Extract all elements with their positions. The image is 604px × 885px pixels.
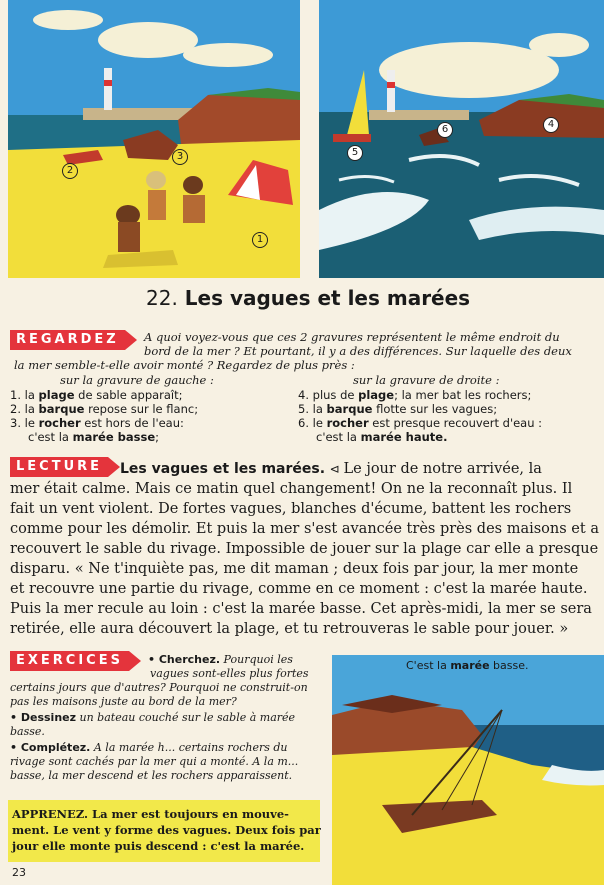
lecture-line: retirée, elle aura découvert la plage, et tu retrouveras le sable pour jouer. » [10,621,569,637]
page-number: 23 [12,866,26,879]
lecture-arrow: ⊲ [329,462,344,476]
page-title [146,286,470,310]
lecture-line: Puis la mer recule au loin : c'est la marée basse. Cet après-midi, la mer se sera [10,601,592,617]
list-item: 4. plus de plage; la mer bat les rochers; [298,388,532,402]
illustration-low-tide [8,0,300,278]
right-list [298,388,542,444]
list-item: 5. la barque flotte sur les vagues; [298,402,498,416]
list-item: 3. le rocher est hors de l'eau: [10,416,184,430]
regardez-intro-1: A quoi voyez-vous que ces 2 gravures représentent le même endroit du [144,330,560,344]
list-item: 1. la plage de sable apparaît; [10,388,183,402]
marker-5: 5 [347,145,363,161]
lecture-line: mer était calme. Mais ce matin quel changement! On ne la reconnaît plus. Il [10,481,573,497]
regardez-tag: REGARDEZ [10,330,125,350]
high-tide-drawing [319,0,604,278]
lesson-title: Les vagues et les marées [184,286,471,310]
marker-1: 1 [252,232,268,248]
illustration-boat-low-tide [332,655,604,885]
lecture-first-line: Les vagues et les marées. ⊲ Le jour de notre arrivée, la [120,461,542,477]
cherchez-label: • Cherchez. [148,653,221,666]
regardez-intro-3: la mer semble-t-elle avoir monté ? Regardez de plus près : [14,358,355,372]
list-item: 6. le rocher est presque recouvert d'eau : [298,416,543,430]
lecture-tag: LECTURE [10,457,108,477]
marker-2: 2 [62,163,78,179]
marker-4: 4 [543,117,559,133]
completez-label: • Complétez. [10,741,91,754]
list-item-conclusion: c'est la marée basse; [28,430,159,444]
regardez-intro-2: bord de la mer ? Et pourtant, il y a des différences. Sur laquelle des deux [144,344,572,358]
lecture-title: Les vagues et les marées. [120,461,326,477]
apprenez-text: APPRENEZ. La mer est toujours en mouve- ment. Le vent y forme des vagues. Deux fois par jour elle monte puis descend : c'est la marée. [12,807,321,853]
lecture-line: et recouvre une partie du rivage, comme en ce moment : c'est la marée haute. [10,581,588,597]
exercices-tag: EXERCICES [10,651,129,671]
exercices-block: • Cherchez. Pourquoi les vagues sont-elles plus fortes certains jours que d'autres? Pourquoi ne construit-on pas les maisons juste au bord de la mer? • Dessinez un bateau couché sur le sable à marée basse. • Complétez. A la marée h... certains rochers du rivage sont cachés par la mer qui a monté. A la m... basse, la mer descend et les rochers apparaissent. [10,653,309,782]
list-item: 2. la barque repose sur le flanc; [10,402,199,416]
bottom-caption: C'est la marée basse. [406,659,529,672]
marker-6: 6 [437,122,453,138]
lecture-line: recouvert le sable du rivage. Impossible de jouer sur la plage car elle a presque [10,541,599,557]
lecture-line: comme pour les démolir. Et puis la mer s'est avancée très près des maisons et a [10,521,599,537]
illustration-high-tide [319,0,604,278]
lesson-number: 22. [146,286,178,310]
right-heading: sur la gravure de droite : [353,373,500,387]
lecture-line: disparu. « Ne t'inquiète pas, me dit maman ; deux fois par jour, la mer monte [10,561,579,577]
left-list [10,388,198,444]
dessinez-label: • Dessinez [10,711,77,724]
boat-drawing [332,655,604,885]
left-heading: sur la gravure de gauche : [60,373,214,387]
marker-3: 3 [172,149,188,165]
list-item-conclusion: c'est la marée haute. [316,430,448,444]
lecture-line: fait un vent violent. De fortes vagues, blanches d'écume, battent les rochers [10,501,572,517]
lecture-text [10,459,599,639]
